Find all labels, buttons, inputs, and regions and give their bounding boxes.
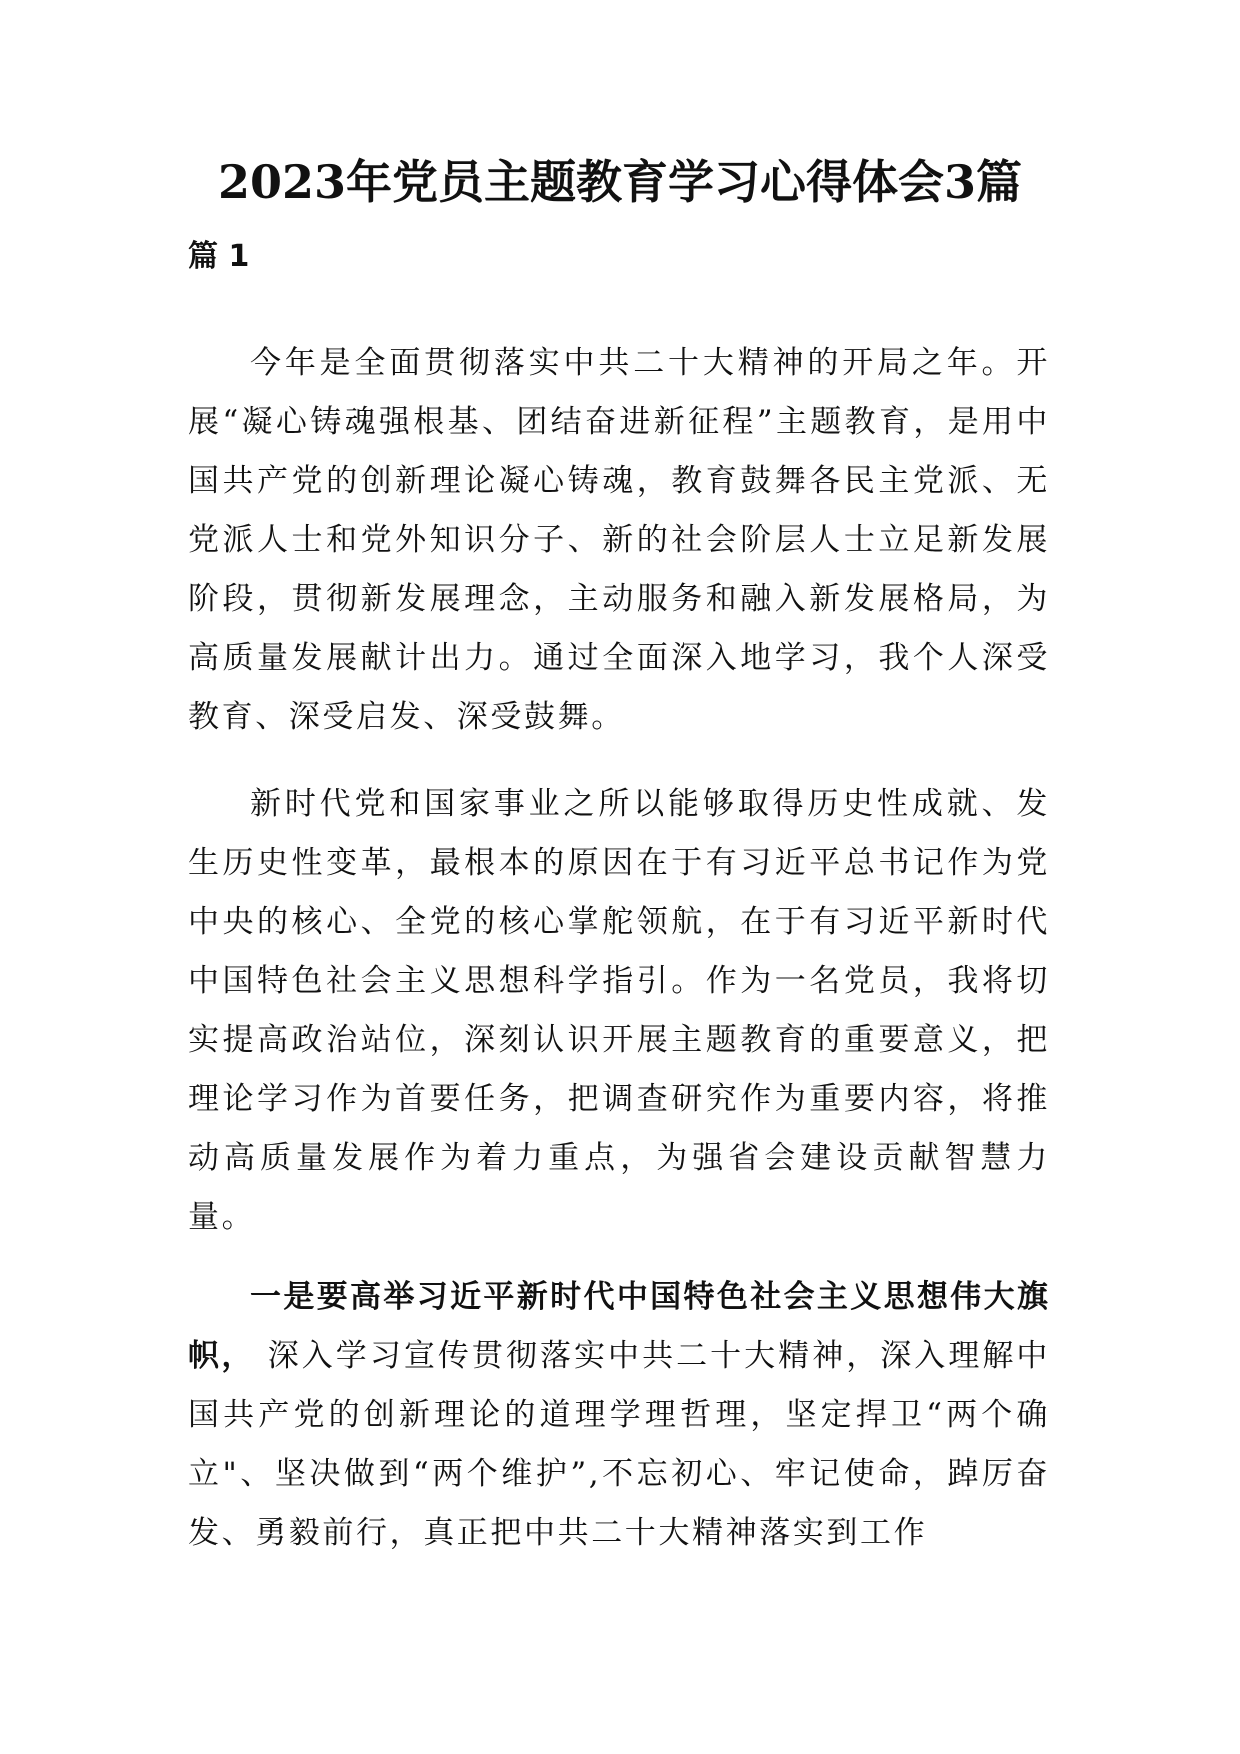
paragraph-1-text: 今年是全面贯彻落实中共二十大精神的开局之年。开展“凝心铸魂强根基、团结奋进新征程”主题教育，是用中国共产党的创新理论凝心铸魂，教育鼓舞各民主党派、无党派人士和党外知识分子、新的社会阶层人士立足新发展阶段，贯彻新发展理念，主动服务和融入新发展格局，为高质量发展献计出力。通过全面深入地学习，我个人深受教育、深受启发、深受鼓舞。: [188, 345, 1050, 735]
section-heading: 篇 1: [188, 239, 250, 274]
paragraph-1: [188, 334, 1050, 747]
paragraph-3-lead: 一是要高举习近平新时代中国特色社会主义思想伟大旗帜，: [188, 1279, 1050, 1374]
paragraph-3: [188, 1268, 1050, 1563]
paragraph-3-text: 深入学习宣传贯彻落实中共二十大精神，深入理解中国共产党的创新理论的道理学理哲理，坚定捍卫“两个确立"、坚决做到“两个维护”,不忘初心、牢记使命，踔厉奋发、勇毅前行，真正把中共二十大精神落实到工作: [188, 1338, 1050, 1551]
paragraph-2: [188, 775, 1050, 1247]
document-title: 2023年党员主题教育学习心得体会3篇: [217, 155, 1023, 209]
paragraph-2-text: 新时代党和国家事业之所以能够取得历史性成就、发生历史性变革，最根本的原因在于有习近平总书记作为党中央的核心、全党的核心掌舵领航，在于有习近平新时代中国特色社会主义思想科学指引。作为一名党员，我将切实提高政治站位，深刻认识开展主题教育的重要意义，把理论学习作为首要任务，把调查研究作为重要内容，将推动高质量发展作为着力重点，为强省会建设贡献智慧力量。: [188, 786, 1050, 1235]
